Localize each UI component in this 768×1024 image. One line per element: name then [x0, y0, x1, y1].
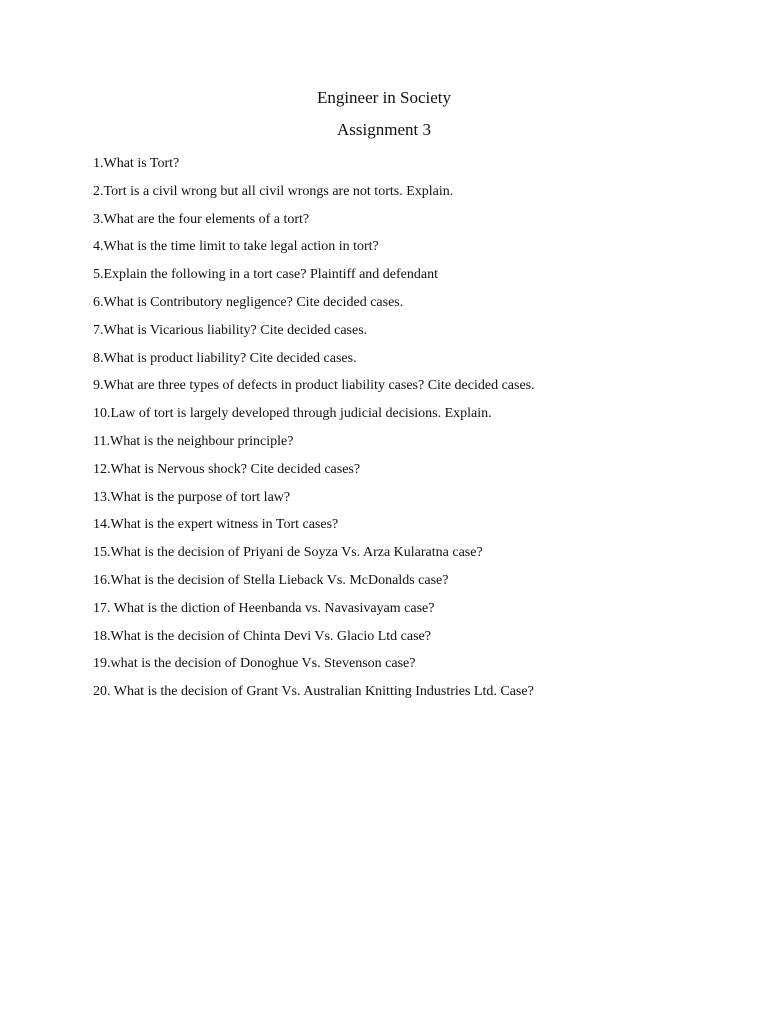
question-item: 3.What are the four elements of a tort?	[93, 211, 310, 227]
question-item: 9.What are three types of defects in product liability cases? Cite decided cases.	[93, 378, 535, 394]
question-item: 7.What is Vicarious liability? Cite decided cases.	[93, 322, 368, 338]
question-item: 10.Law of tort is largely developed through judicial decisions. Explain.	[93, 406, 492, 422]
question-item: 11.What is the neighbour principle?	[93, 433, 294, 449]
question-item: 6.What is Contributory negligence? Cite decided cases.	[93, 294, 404, 310]
question-item: 12.What is Nervous shock? Cite decided cases?	[93, 461, 361, 477]
question-item: 4.What is the time limit to take legal action in tort?	[93, 239, 379, 255]
question-item: 17. What is the diction of Heenbanda vs. Navasivayam case?	[93, 600, 435, 616]
question-item: 1.What is Tort?	[93, 156, 180, 171]
question-item: 16.What is the decision of Stella Lieback Vs. McDonalds case?	[93, 572, 449, 588]
document-title: Engineer in Society	[316, 88, 452, 107]
question-item: 8.What is product liability? Cite decided cases.	[93, 350, 357, 366]
question-item: 5.Explain the following in a tort case? Plaintiff and defendant	[93, 267, 438, 283]
document-subtitle: Assignment 3	[337, 120, 431, 139]
question-list	[93, 150, 535, 706]
question-item: 18.What is the decision of Chinta Devi Vs. Glacio Ltd case?	[93, 628, 431, 644]
question-item: 2.Tort is a civil wrong but all civil wrongs are not torts. Explain.	[93, 183, 454, 199]
question-item: 14.What is the expert witness in Tort cases?	[93, 517, 339, 533]
question-item: 13.What is the purpose of tort law?	[93, 489, 291, 505]
question-item: 19.what is the decision of Donoghue Vs. Stevenson case?	[93, 656, 416, 672]
question-item: 20. What is the decision of Grant Vs. Australian Knitting Industries Ltd. Case?	[93, 684, 534, 700]
question-item: 15.What is the decision of Priyani de Soyza Vs. Arza Kularatna case?	[93, 545, 483, 561]
